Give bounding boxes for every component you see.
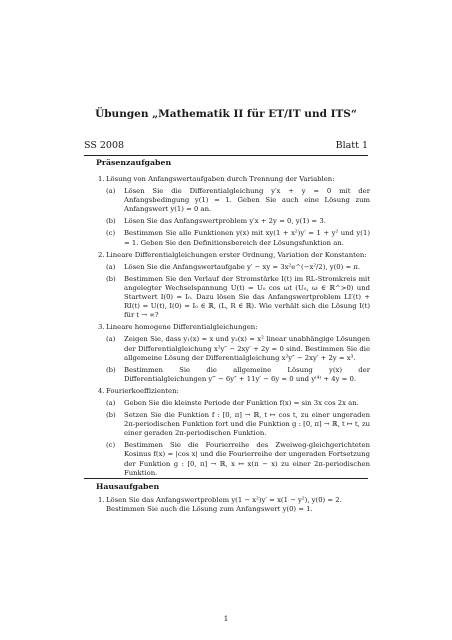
subtask-label: (b) — [106, 411, 116, 420]
subtask-text: Bestimmen Sie den Verlauf der Stromstärke I(t) im RL-Stromkreis mit angelegter Wechselspannung U(t) = U₀ cos ωt (U₀, ω ∈ ℝ^>0) und Startwert I(0) = I₀. Dazu lösen Sie das Anfangswertproblem LI′(t) + RI(t) = U(t), I(0) = I₀ ∈ ℝ, (L, R ∈ ℝ). Wie verhält sich die Lösung I(t) für t → ∞? — [124, 274, 370, 320]
sheet-label: Blatt 1 — [335, 140, 368, 151]
homework-task-1 — [84, 496, 370, 514]
subtask-label: (a) — [106, 262, 116, 271]
subtask-2a — [106, 263, 370, 272]
subtask-text: Bestimmen Sie alle Funktionen y(x) mit xy(1 + x²)y′ = 1 + y² und y(1) = 1. Geben Sie den Definitionsbereich der Lösungsfunktion an. — [124, 229, 370, 247]
subtask-1b — [106, 217, 370, 226]
subtask-text: Bestimmen Sie die allgemeine Lösung y(x) der Differentialgleichungen y‴ − 6y″ + 11y′ − 6y = 0 und y⁽⁴⁾ + 4y = 0. — [124, 365, 370, 383]
subtask-text: Lösen Sie die Anfangswertaufgabe y′ − xy = 3x²e^(−x²/2), y(0) = π. — [124, 262, 361, 271]
section-heading-haus: Hausaufgaben — [96, 482, 160, 491]
subtask-label: (a) — [106, 335, 116, 344]
task-3 — [84, 323, 370, 384]
page-number: 1 — [223, 614, 229, 623]
document-title: Übungen „Mathematik II für ET/IT und ITS“ — [95, 108, 357, 120]
section-heading-praesenz: Präsenzaufgaben — [96, 158, 172, 167]
subtask-3b — [106, 366, 370, 384]
subtask-4c — [106, 441, 370, 477]
subtask-text: Setzen Sie die Funktion f : [0, π] → ℝ, t ↦ cos t, zu einer ungeraden 2π-periodischen Funktion fort und die Funktion g : [0, π] → ℝ, t ↦ t, zu einer geraden 2π-periodischen Funktion. — [124, 411, 370, 438]
task-text: Fourierkoeffizienten: — [106, 386, 179, 395]
subtask-text: Lösen Sie das Anfangswertproblem y′x + 2y = 0, y(1) = 3. — [124, 217, 326, 226]
task-text: Lösung von Anfangswertaufgaben durch Trennung der Variablen: — [106, 175, 335, 183]
subtask-text: Lösen Sie die Differentialgleichung y′x + y = 0 mit der Anfangsbedingung y(1) = 1. Geben Sie auch eine Lösung zum Anfangswert y(1) = 0 an. — [124, 187, 370, 214]
subtask-text: Bestimmen Sie die Fourierreihe des Zweiweg-gleichgerichteten Kosinus f(x) = |cos x| und die Fourierreihe der ungeraden Fortsetzung der Funktion g : [0, π] → ℝ, x ↦ x(π − x) zu einer 2π-periodischen Funktion. — [124, 441, 370, 477]
section-rule — [84, 478, 368, 479]
task-text: Lineare homogene Differentialgleichungen: — [106, 323, 258, 332]
subtask-label: (c) — [106, 229, 116, 238]
task-text: Lösen Sie das Anfangswertproblem y(1 − x²)y′ = x(1 − y²), y(0) = 2. Bestimmen Sie auch die Lösung zum Anfangswert y(0) = 1. — [106, 496, 342, 514]
header-rule — [84, 155, 368, 156]
subtask-1c — [106, 229, 370, 247]
subtask-4b — [106, 411, 370, 438]
subtask-label: (c) — [106, 441, 116, 450]
subtask-label: (b) — [106, 274, 116, 283]
task-4 — [84, 387, 370, 478]
task-number: 3. — [98, 323, 105, 332]
task-number: 4. — [98, 386, 105, 395]
task-2 — [84, 251, 370, 321]
task-number: 1. — [98, 175, 105, 183]
subtask-text: Geben Sie die kleinste Periode der Funktion f(x) = sin 3x cos 2x an. — [124, 398, 359, 407]
task-number: 2. — [98, 250, 105, 259]
haus-tasks — [84, 496, 370, 517]
subtask-3a — [106, 335, 370, 362]
task-number: 1. — [98, 496, 105, 504]
semester-label: SS 2008 — [84, 140, 125, 151]
subtask-1a — [106, 187, 370, 214]
subtask-text: Zeigen Sie, dass y₁(x) = x und y₂(x) = x² linear unabhängige Lösungen der Differentialgleichung x²y″ − 2xy′ + 2y = 0 sind. Bestimmen Sie die allgemeine Lösung der Differentialgleichung x²y″ − 2xy′ + 2y = x³. — [124, 335, 370, 362]
task-1 — [84, 175, 370, 248]
praesenz-tasks — [84, 175, 370, 481]
subtask-4a — [106, 399, 370, 408]
subtask-label: (b) — [106, 217, 116, 226]
subtask-2b — [106, 275, 370, 320]
subtask-label: (b) — [106, 365, 116, 374]
task-text: Lineare Differentialgleichungen erster Ordnung, Variation der Konstanten: — [106, 250, 367, 259]
subtask-label: (a) — [106, 187, 116, 196]
subtask-label: (a) — [106, 398, 116, 407]
